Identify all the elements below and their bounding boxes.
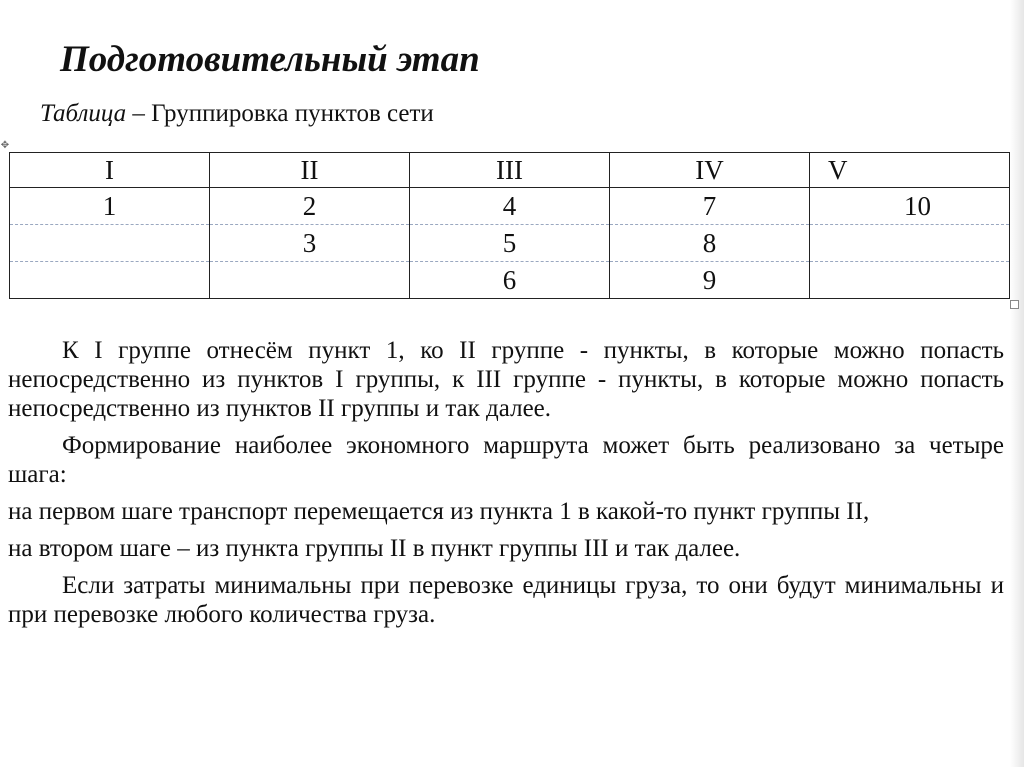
table-cell	[10, 225, 210, 262]
table-row	[10, 225, 1010, 262]
table-cell: 9	[610, 262, 810, 299]
body-text	[8, 336, 1004, 637]
table-move-handle-icon[interactable]: ✥	[0, 140, 10, 151]
table-cell: 7	[610, 188, 810, 225]
table-cell: 5	[410, 225, 610, 262]
header-cell: II	[210, 153, 410, 188]
table-header-row	[10, 153, 1010, 188]
table-cell: 10	[810, 188, 1010, 225]
groups-table	[9, 152, 1010, 299]
paragraph-step-two: на втором шаге – из пункта группы II в пункт группы III и так далее.	[8, 535, 741, 562]
table-cell	[210, 262, 410, 299]
table-resize-handle[interactable]	[1010, 300, 1019, 309]
table-cell: 4	[410, 188, 610, 225]
table-caption	[40, 100, 434, 128]
caption-text: – Группировка пунктов сети	[126, 100, 434, 127]
table-cell: 8	[610, 225, 810, 262]
paragraph-four-steps: Формирование наиболее экономного маршрута может быть реализовано за четыре шага:	[8, 432, 1004, 488]
caption-label: Таблица	[40, 100, 127, 127]
header-cell: III	[410, 153, 610, 188]
table-cell: 1	[10, 188, 210, 225]
header-cell: IV	[610, 153, 810, 188]
header-cell: V	[810, 153, 1010, 188]
table-row	[10, 262, 1010, 299]
table-cell	[810, 262, 1010, 299]
table-cell: 6	[410, 262, 610, 299]
page-title: Подготовительный этап	[60, 39, 480, 80]
paragraph-costs: Если затраты минимальны при перевозке единицы груза, то они будут минимальны и при перевозке любого количества груза.	[8, 572, 1004, 628]
table-cell	[810, 225, 1010, 262]
table-cell	[10, 262, 210, 299]
paragraph-grouping: К I группе отнесём пункт 1, ко II группе - пункты, в которые можно попасть непосредственно из пунктов I группы, к III группе - пункты, в которые можно попасть непосредственно из пунктов II группы и так далее.	[8, 337, 1004, 422]
paragraph-step-one: на первом шаге транспорт перемещается из пункта 1 в какой-то пункт группы II,	[8, 498, 870, 525]
table-cell: 2	[210, 188, 410, 225]
slide-right-edge	[1010, 0, 1024, 767]
table-row	[10, 188, 1010, 225]
table-cell: 3	[210, 225, 410, 262]
header-cell: I	[10, 153, 210, 188]
